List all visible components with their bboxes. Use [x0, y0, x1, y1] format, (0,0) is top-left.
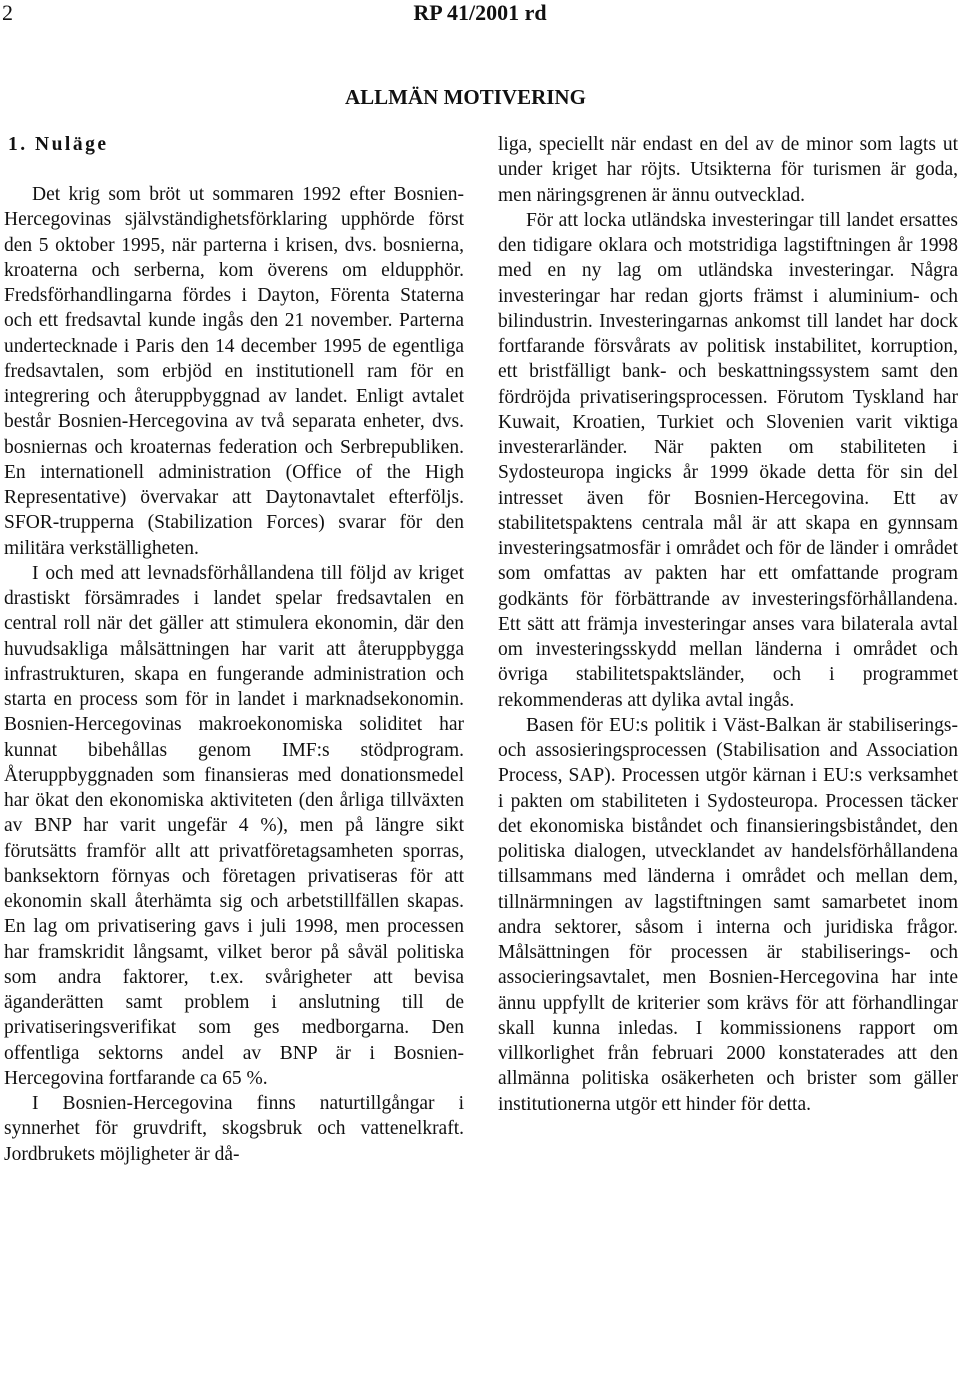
paragraph: Basen för EU:s politik i Väst-Balkan är stabiliserings- och assosieringsprocessen (Stabilisation and Association Process, SAP). Processen utgör kärnan i EU:s verksamhet i pakten om stabiliteten i Sydosteuropa. Processen täcker det ekonomiska biståndet och finansieringsbiståndet, den politiska dialogen, utvecklandet av handelsförhållandena tillsammans med länderna i området och mellan dem, tillnärmningen av lagstiftningen samt samarbetet inom andra sektorer, såsom i interna och juridiska frågor. Målsättningen för processen är stabiliserings- och associeringsavtalet, men Bosnien-Hercegovina har inte ännu uppfyllt de kriterier som krävs för att förhandlingar skall kunna inledas. I kommissionens rapport om villkorlighet från februari 2000 konstaterades att den allmänna politiska osäkerheten och brister som gäller institutionerna utgör ett hinder för detta.	[498, 714, 958, 1115]
paragraph: liga, speciellt när endast en del av de minor som lagts ut under kriget har röjts. Utsikterna för turismen är goda, men näringsgrenen är ännu outvecklad.	[498, 134, 958, 206]
document-id: RP 41/2001 rd	[413, 0, 547, 25]
right-column	[498, 132, 958, 1117]
paragraph: I Bosnien-Hercegovina finns naturtillgångar i synnerhet för gruvdrift, skogsbruk och vattenelkraft. Jordbrukets möjligheter är då-	[4, 1093, 464, 1165]
page-number: 2	[2, 0, 13, 25]
paragraph: För att locka utländska investeringar till landet ersattes den tidigare oklara och motstridiga lagstiftningen år 1998 med en ny lag om utländska investeringar. Några investeringar har redan gjorts främst i aluminium- och bilindustrin. Investeringarnas ankomst till landet har dock fortfarande försvårats av politisk instabilitet, korruption, ett bristfälligt bank- och beskattningssystem samt den fördröjda privatiseringsprocessen. Förutom Tyskland har Kuwait, Kroatien, Turkiet och Slovenien varit viktiga investerarländer. När pakten om stabiliteten i Sydosteuropa ingicks år 1999 ökade detta för sin del intresset även för Bosnien-Hercegovina. Ett av stabilitetspaktens centrala mål är att skapa en gynnsam investeringsatmosfär i området och för de länder i området som omfattas av pakten har ett omfattande program godkänts för förbättrande av investeringsförhållandena. Ett sätt att främja investeringar anses vara bilaterala avtal om investeringsskydd mellan länderna i området och övriga stabilitetspaktsländer, och i programmet rekommenderas att dylika avtal ingås.	[498, 209, 958, 711]
left-column	[4, 182, 464, 1167]
paragraph: Det krig som bröt ut sommaren 1992 efter Bosnien-Hercegovinas självständighetsförklaring upphörde först den 5 oktober 1995, när parterna i krisen, dvs. bosnierna, kroaterna och serberna, kom överens om eldupphör. Fredsförhandlingarna fördes i Dayton, Förenta Staterna och ett fredsavtal kunde ingås den 21 november. Parterna undertecknade i Paris den 14 december 1995 de egentliga fredsavtalen, som erbjöd en institutionell ram för en integrering och återuppbyggnad av landet. Enligt avtalet består Bosnien-Hercegovina av två separata enheter, dvs. bosniernas och kroaternas federation och Serbrepubliken. En internationell administration (Office of the High Representative) övervakar att Daytonavtalet efterföljs. SFOR-trupperna (Stabilization Forces) svarar för den militära verkställigheten.	[4, 184, 464, 559]
section-heading: 1. Nuläge	[8, 134, 109, 155]
section-title: ALLMÄN MOTIVERING	[345, 85, 586, 109]
paragraph: I och med att levnadsförhållandena till följd av kriget drastiskt försämrades i landet spelar fredsavtalen en central roll när det gäller att stimulera ekonomin, där den huvudsakliga målsättningen har varit att återuppbygga infrastrukturen, skapa en fungerande administration och starta en process som för in landet i marknadsekonomin. Bosnien-Hercegovinas makroekonomiska soliditet har kunnat bibehållas genom IMF:s stödprogram. Återuppbyggnaden som finansieras med donationsmedel har ökat den ekonomiska aktiviteten (den årliga tillväxten av BNP har varit ungefär 4 %), men på längre sikt förutsätts framför allt att privatföretagsamheten sporras, banksektorn förnyas och företagen privatiseras för att ekonomin skall återhämta sig och arbetstillfällen skapas. En lag om privatisering gavs i juli 1998, men processen har framskridit långsamt, vilket beror på såväl politiska som andra faktorer, t.ex. svårigheter att bevisa äganderätten samt problem i anslutning till de privatiseringsverifikat som ges medborgarna. Den offentliga sektorns andel av BNP är i Bosnien-Hercegovina fortfarande ca 65 %.	[4, 562, 464, 1089]
